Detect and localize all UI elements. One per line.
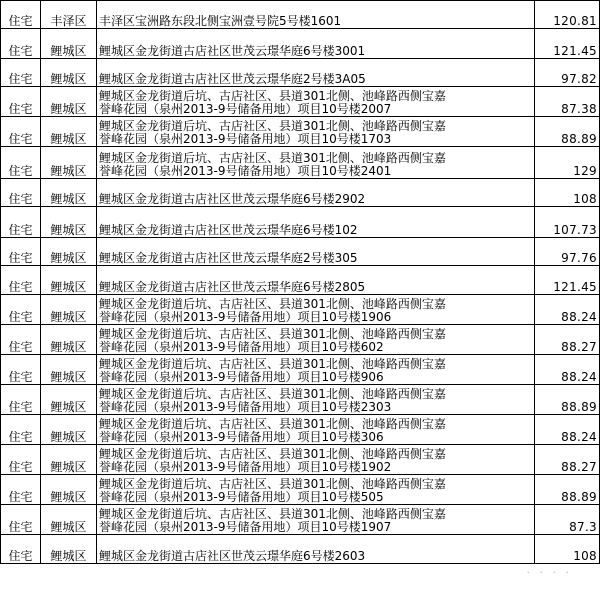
cell-area: 88.27 (535, 325, 600, 355)
cell-district: 鲤城区 (41, 29, 97, 59)
table-row (1, 385, 600, 415)
address-line: 誉峰花园（泉州2013-9号储备用地）项目10号楼2401 (99, 164, 392, 178)
cell-property-type: 住宅 (1, 147, 41, 179)
cell-district: 鲤城区 (41, 87, 97, 117)
cell-area: 88.89 (535, 475, 600, 505)
address-line: 鲤城区金龙街道后坑、古店社区、县道301北侧、池峰路西侧宝嘉 (99, 447, 446, 461)
address-line: 誉峰花园（泉州2013-9号储备用地）项目10号楼2303 (99, 400, 392, 414)
cell-property-type: 住宅 (1, 475, 41, 505)
cell-address (97, 475, 535, 505)
cell-district: 鲤城区 (41, 505, 97, 535)
cell-area: 121.45 (535, 29, 600, 59)
cell-address (97, 445, 535, 475)
cell-area: 121.45 (535, 266, 600, 295)
property-table-body (1, 1, 600, 564)
table-row (1, 535, 600, 564)
cell-property-type: 住宅 (1, 295, 41, 325)
cell-district: 鲤城区 (41, 117, 97, 147)
cell-address (97, 29, 535, 59)
table-row (1, 415, 600, 445)
cell-address (97, 87, 535, 117)
cell-district: 鲤城区 (41, 295, 97, 325)
cell-property-type: 住宅 (1, 1, 41, 29)
address-line: 誉峰花园（泉州2013-9号储备用地）项目10号楼1902 (99, 460, 392, 474)
table-row (1, 179, 600, 207)
cell-property-type: 住宅 (1, 266, 41, 295)
address-line: 鲤城区金龙街道后坑、古店社区、县道301北侧、池峰路西侧宝嘉 (99, 477, 446, 491)
cell-area: 88.24 (535, 355, 600, 385)
cell-district: 鲤城区 (41, 325, 97, 355)
cell-address (97, 238, 535, 266)
table-row (1, 29, 600, 59)
cell-area: 120.81 (535, 1, 600, 29)
cell-district: 丰泽区 (41, 1, 97, 29)
table-row (1, 238, 600, 266)
address-line: 鲤城区金龙街道古店社区世茂云璟华庭6号楼2603 (99, 549, 366, 563)
table-row (1, 117, 600, 147)
cell-district: 鲤城区 (41, 415, 97, 445)
cell-area: 88.24 (535, 295, 600, 325)
address-line: 鲤城区金龙街道古店社区世茂云璟华庭6号楼3001 (99, 44, 366, 58)
table-row (1, 505, 600, 535)
cell-property-type: 住宅 (1, 117, 41, 147)
cell-address (97, 147, 535, 179)
cell-address (97, 59, 535, 87)
cell-district: 鲤城区 (41, 179, 97, 207)
cell-district: 鲤城区 (41, 147, 97, 179)
cell-district: 鲤城区 (41, 535, 97, 564)
cell-area: 97.76 (535, 238, 600, 266)
address-line: 鲤城区金龙街道古店社区世茂云璟华庭2号楼3A05 (99, 72, 366, 86)
cell-address (97, 179, 535, 207)
cell-area: 129 (535, 147, 600, 179)
cell-property-type: 住宅 (1, 207, 41, 238)
cell-area: 88.89 (535, 385, 600, 415)
address-line: 誉峰花园（泉州2013-9号储备用地）项目10号楼306 (99, 430, 384, 444)
address-line: 鲤城区金龙街道古店社区世茂云璟华庭6号楼2902 (99, 192, 366, 206)
address-line: 鲤城区金龙街道后坑、古店社区、县道301北侧、池峰路西侧宝嘉 (99, 417, 446, 431)
cell-property-type: 住宅 (1, 179, 41, 207)
watermark: · · · · (526, 566, 572, 579)
cell-area: 88.24 (535, 415, 600, 445)
cell-property-type: 住宅 (1, 238, 41, 266)
table-row (1, 445, 600, 475)
cell-address (97, 1, 535, 29)
address-line: 鲤城区金龙街道古店社区世茂云璟华庭6号楼102 (99, 223, 358, 237)
cell-area: 107.73 (535, 207, 600, 238)
address-line: 鲤城区金龙街道后坑、古店社区、县道301北侧、池峰路西侧宝嘉 (99, 297, 446, 311)
cell-address (97, 505, 535, 535)
cell-property-type: 住宅 (1, 325, 41, 355)
address-line: 鲤城区金龙街道后坑、古店社区、县道301北侧、池峰路西侧宝嘉 (99, 387, 446, 401)
cell-address (97, 325, 535, 355)
table-row (1, 355, 600, 385)
cell-property-type: 住宅 (1, 29, 41, 59)
cell-address (97, 385, 535, 415)
cell-property-type: 住宅 (1, 355, 41, 385)
cell-property-type: 住宅 (1, 445, 41, 475)
address-line: 鲤城区金龙街道古店社区世茂云璟华庭6号楼2805 (99, 280, 366, 294)
cell-district: 鲤城区 (41, 445, 97, 475)
cell-address (97, 295, 535, 325)
address-line: 鲤城区金龙街道后坑、古店社区、县道301北侧、池峰路西侧宝嘉 (99, 357, 446, 371)
cell-address (97, 207, 535, 238)
cell-property-type: 住宅 (1, 415, 41, 445)
address-line: 鲤城区金龙街道后坑、古店社区、县道301北侧、池峰路西侧宝嘉 (99, 507, 446, 521)
cell-district: 鲤城区 (41, 355, 97, 385)
address-line: 鲤城区金龙街道后坑、古店社区、县道301北侧、池峰路西侧宝嘉 (99, 327, 446, 341)
cell-district: 鲤城区 (41, 385, 97, 415)
cell-district: 鲤城区 (41, 59, 97, 87)
cell-property-type: 住宅 (1, 535, 41, 564)
cell-area: 87.3 (535, 505, 600, 535)
table-row (1, 59, 600, 87)
cell-property-type: 住宅 (1, 87, 41, 117)
table-row (1, 295, 600, 325)
address-line: 誉峰花园（泉州2013-9号储备用地）项目10号楼1703 (99, 132, 392, 146)
address-line: 鲤城区金龙街道古店社区世茂云璟华庭2号楼305 (99, 251, 358, 265)
cell-area: 88.27 (535, 445, 600, 475)
cell-area: 88.89 (535, 117, 600, 147)
cell-property-type: 住宅 (1, 385, 41, 415)
cell-address (97, 535, 535, 564)
address-line: 誉峰花园（泉州2013-9号储备用地）项目10号楼906 (99, 370, 384, 384)
address-line: 鲤城区金龙街道后坑、古店社区、县道301北侧、池峰路西侧宝嘉 (99, 119, 446, 133)
cell-property-type: 住宅 (1, 59, 41, 87)
table-row (1, 147, 600, 179)
table-row (1, 1, 600, 29)
address-line: 誉峰花园（泉州2013-9号储备用地）项目10号楼1906 (99, 310, 392, 324)
cell-district: 鲤城区 (41, 266, 97, 295)
cell-area: 108 (535, 535, 600, 564)
cell-address (97, 117, 535, 147)
table-row (1, 266, 600, 295)
table-row (1, 475, 600, 505)
address-line: 誉峰花园（泉州2013-9号储备用地）项目10号楼1907 (99, 520, 392, 534)
address-line: 鲤城区金龙街道后坑、古店社区、县道301北侧、池峰路西侧宝嘉 (99, 89, 446, 103)
cell-area: 108 (535, 179, 600, 207)
cell-district: 鲤城区 (41, 238, 97, 266)
cell-district: 鲤城区 (41, 475, 97, 505)
cell-area: 97.82 (535, 59, 600, 87)
address-line: 誉峰花园（泉州2013-9号储备用地）项目10号楼602 (99, 340, 384, 354)
address-line: 鲤城区金龙街道后坑、古店社区、县道301北侧、池峰路西侧宝嘉 (99, 151, 446, 165)
table-row (1, 325, 600, 355)
address-line: 誉峰花园（泉州2013-9号储备用地）项目10号楼505 (99, 490, 384, 504)
address-line: 丰泽区宝洲路东段北侧宝洲壹号院5号楼1601 (99, 14, 342, 28)
cell-address (97, 415, 535, 445)
cell-area: 87.38 (535, 87, 600, 117)
table-row (1, 87, 600, 117)
cell-address (97, 266, 535, 295)
address-line: 誉峰花园（泉州2013-9号储备用地）项目10号楼2007 (99, 102, 392, 116)
cell-address (97, 355, 535, 385)
cell-district: 鲤城区 (41, 207, 97, 238)
cell-property-type: 住宅 (1, 505, 41, 535)
table-row (1, 207, 600, 238)
